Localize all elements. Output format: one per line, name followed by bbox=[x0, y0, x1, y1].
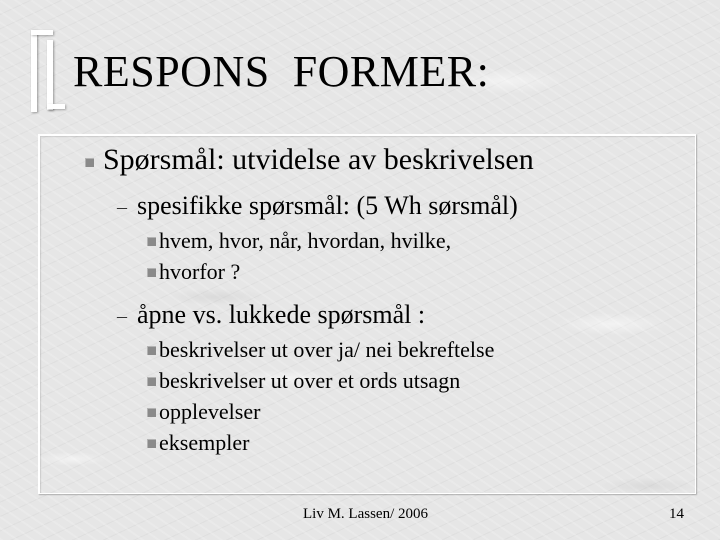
frame-line-inner bbox=[47, 40, 53, 110]
square-bullet-icon bbox=[147, 408, 156, 417]
list-item: hvorfor ? bbox=[159, 259, 241, 284]
list-item: opplevelser bbox=[159, 399, 261, 424]
dash-icon: – bbox=[117, 305, 127, 327]
frame-line-inner-foot bbox=[47, 104, 65, 109]
square-bullet-icon bbox=[85, 158, 94, 167]
page-number: 14 bbox=[669, 506, 684, 522]
list-item: eksempler bbox=[159, 430, 250, 455]
list-item: beskrivelser ut over ja/ nei bekreftelse bbox=[159, 337, 495, 362]
square-bullet-icon bbox=[147, 268, 156, 277]
list-item: beskrivelser ut over et ords utsagn bbox=[159, 368, 461, 393]
sub-bullet-specific: spesifikke spørsmål: (5 Wh sørsmål) bbox=[137, 191, 518, 220]
slide-title: RESPONS FORMER: bbox=[73, 47, 490, 96]
square-bullet-icon bbox=[147, 439, 156, 448]
frame-line-outer bbox=[31, 30, 37, 112]
frame-line-top bbox=[31, 30, 53, 35]
list-item: hvem, hvor, når, hvordan, hvilke, bbox=[159, 228, 452, 253]
square-bullet-icon bbox=[147, 377, 156, 386]
sub-bullet-open-closed: åpne vs. lukkede spørsmål : bbox=[137, 300, 426, 329]
dash-icon: – bbox=[117, 196, 127, 218]
square-bullet-icon bbox=[147, 346, 156, 355]
footer-author: Liv M. Lassen/ 2006 bbox=[303, 506, 428, 522]
bullet-main: Spørsmål: utvidelse av beskrivelsen bbox=[103, 143, 534, 176]
square-bullet-icon bbox=[147, 237, 156, 246]
